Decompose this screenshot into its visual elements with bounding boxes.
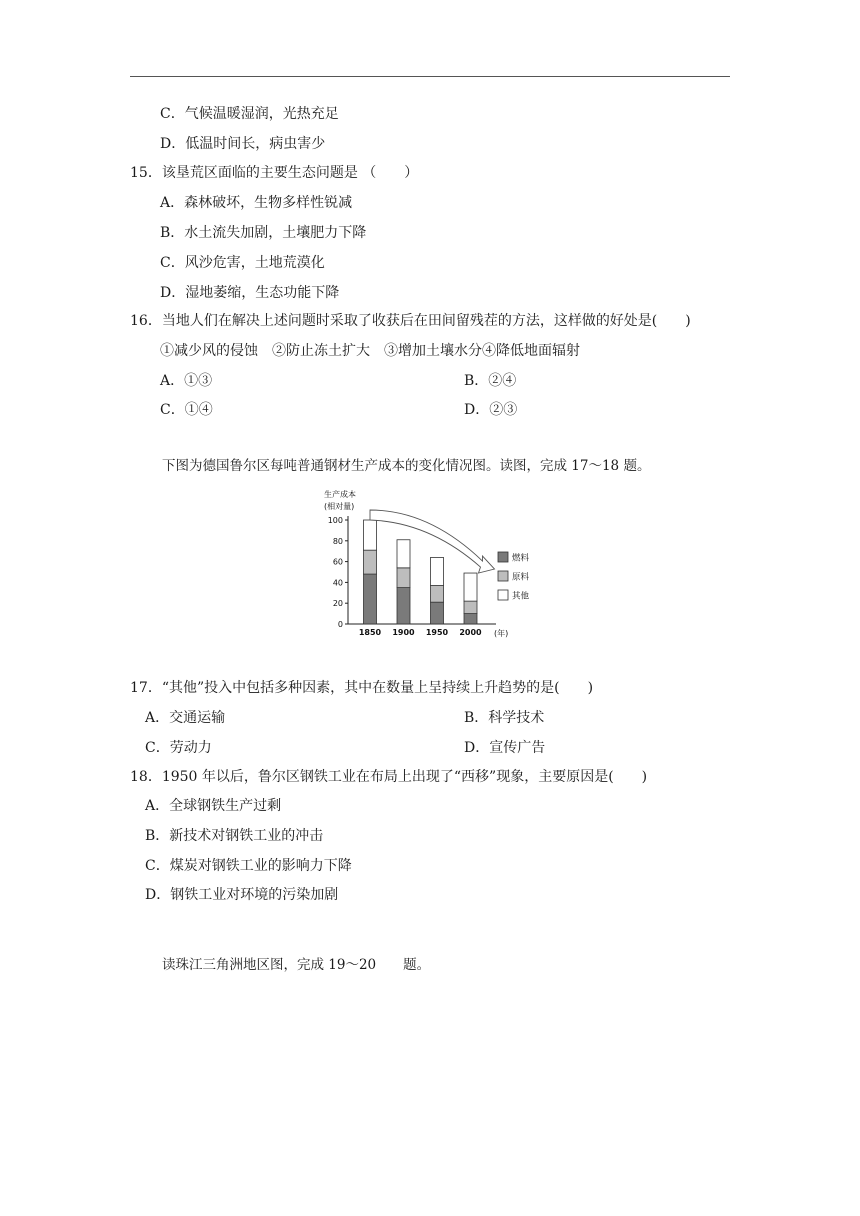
header-rule [130,76,730,77]
bar-segment-1850-原料 [364,550,377,574]
bar-segment-1850-其他 [364,520,377,550]
legend-swatch-其他 [498,590,508,600]
y-tick-label: 100 [327,516,343,525]
q14-option-d: D．低温时间长，病虫害少 [160,136,326,152]
bar-segment-2000-燃料 [464,614,477,624]
bar-segment-2000-其他 [464,573,477,601]
q17-stem: 17．“其他”投入中包括多种因素，其中在数量上呈持续上升趋势的是( ) [130,680,594,696]
q15-option-b: B．水土流失加剧，土壤肥力下降 [160,225,367,241]
q16-statements: ①减少风的侵蚀 ②防止冻土扩大 ③增加土壤水分④降低地面辐射 [160,343,580,359]
bar-segment-1900-其他 [397,540,410,568]
q15-option-a: A．森林破坏，生物多样性锐减 [160,195,353,211]
cost-chart [318,488,548,644]
legend-label-燃料: 燃料 [512,553,530,564]
intro-19-20: 读珠江三角洲地区图，完成 19～20 题。 [162,957,431,973]
bar-segment-1950-燃料 [431,602,444,624]
q18-option-c: C．煤炭对钢铁工业的影响力下降 [145,858,352,874]
q16-option-a: A．①③ [160,373,213,389]
q16-option-c: C．①④ [160,402,213,418]
q15-option-d: D．湿地萎缩，生态功能下降 [160,285,340,301]
q17-option-a: A．交通运输 [145,710,226,726]
q15-option-c: C．风沙危害，土地荒漠化 [160,255,325,271]
q16-option-d: D．②③ [464,402,518,418]
y-tick-label: 0 [337,620,343,629]
q18-option-d: D．钢铁工业对环境的污染加剧 [145,887,339,903]
y-axis-label-line1: 生产成本 [324,490,356,499]
legend-swatch-燃料 [498,552,508,562]
x-tick-label: 1900 [392,628,415,637]
q17-option-d: D．宣传广告 [464,740,546,756]
y-tick-label: 40 [332,578,343,588]
bar-segment-1950-其他 [431,557,444,585]
x-tick-label: 2000 [459,628,482,637]
q16-option-b: B．②④ [464,373,517,389]
y-tick-label: 80 [332,536,343,546]
y-tick-label: 20 [332,599,343,609]
legend-label-原料: 原料 [512,572,530,583]
q17-option-b: B．科学技术 [464,710,545,726]
q18-stem: 18．1950 年以后，鲁尔区钢铁工业在布局上出现了“西移”现象，主要原因是( ) [130,769,648,785]
legend-swatch-原料 [498,571,508,581]
legend-label-其他: 其他 [512,591,530,602]
bar-segment-1900-原料 [397,568,410,588]
x-axis-unit: (年) [494,629,509,638]
bar-segment-1900-燃料 [397,588,410,624]
y-tick-label: 60 [332,557,343,567]
bar-segment-1950-原料 [431,586,444,603]
x-tick-label: 1950 [425,628,449,637]
bar-segment-1850-燃料 [364,574,377,624]
q18-option-a: A．全球钢铁生产过剩 [145,798,282,814]
y-axis-label-line2: (相对量) [324,502,355,511]
intro-17-18: 下图为德国鲁尔区每吨普通钢材生产成本的变化情况图。读图，完成 17～18 题。 [162,458,651,474]
q17-option-c: C．劳动力 [145,740,212,756]
q18-option-b: B．新技术对钢铁工业的冲击 [145,828,324,844]
x-tick-label: 1850 [358,628,382,637]
stacked-bar-chart [318,488,548,640]
bar-segment-2000-原料 [464,601,477,613]
q15-stem: 15．该垦荒区面临的主要生态问题是 （ ） [130,165,419,181]
q14-option-c: C．气候温暖湿润，光热充足 [160,106,339,122]
q16-stem: 16．当地人们在解决上述问题时采取了收获后在田间留残茬的方法，这样做的好处是( ) [130,313,691,329]
